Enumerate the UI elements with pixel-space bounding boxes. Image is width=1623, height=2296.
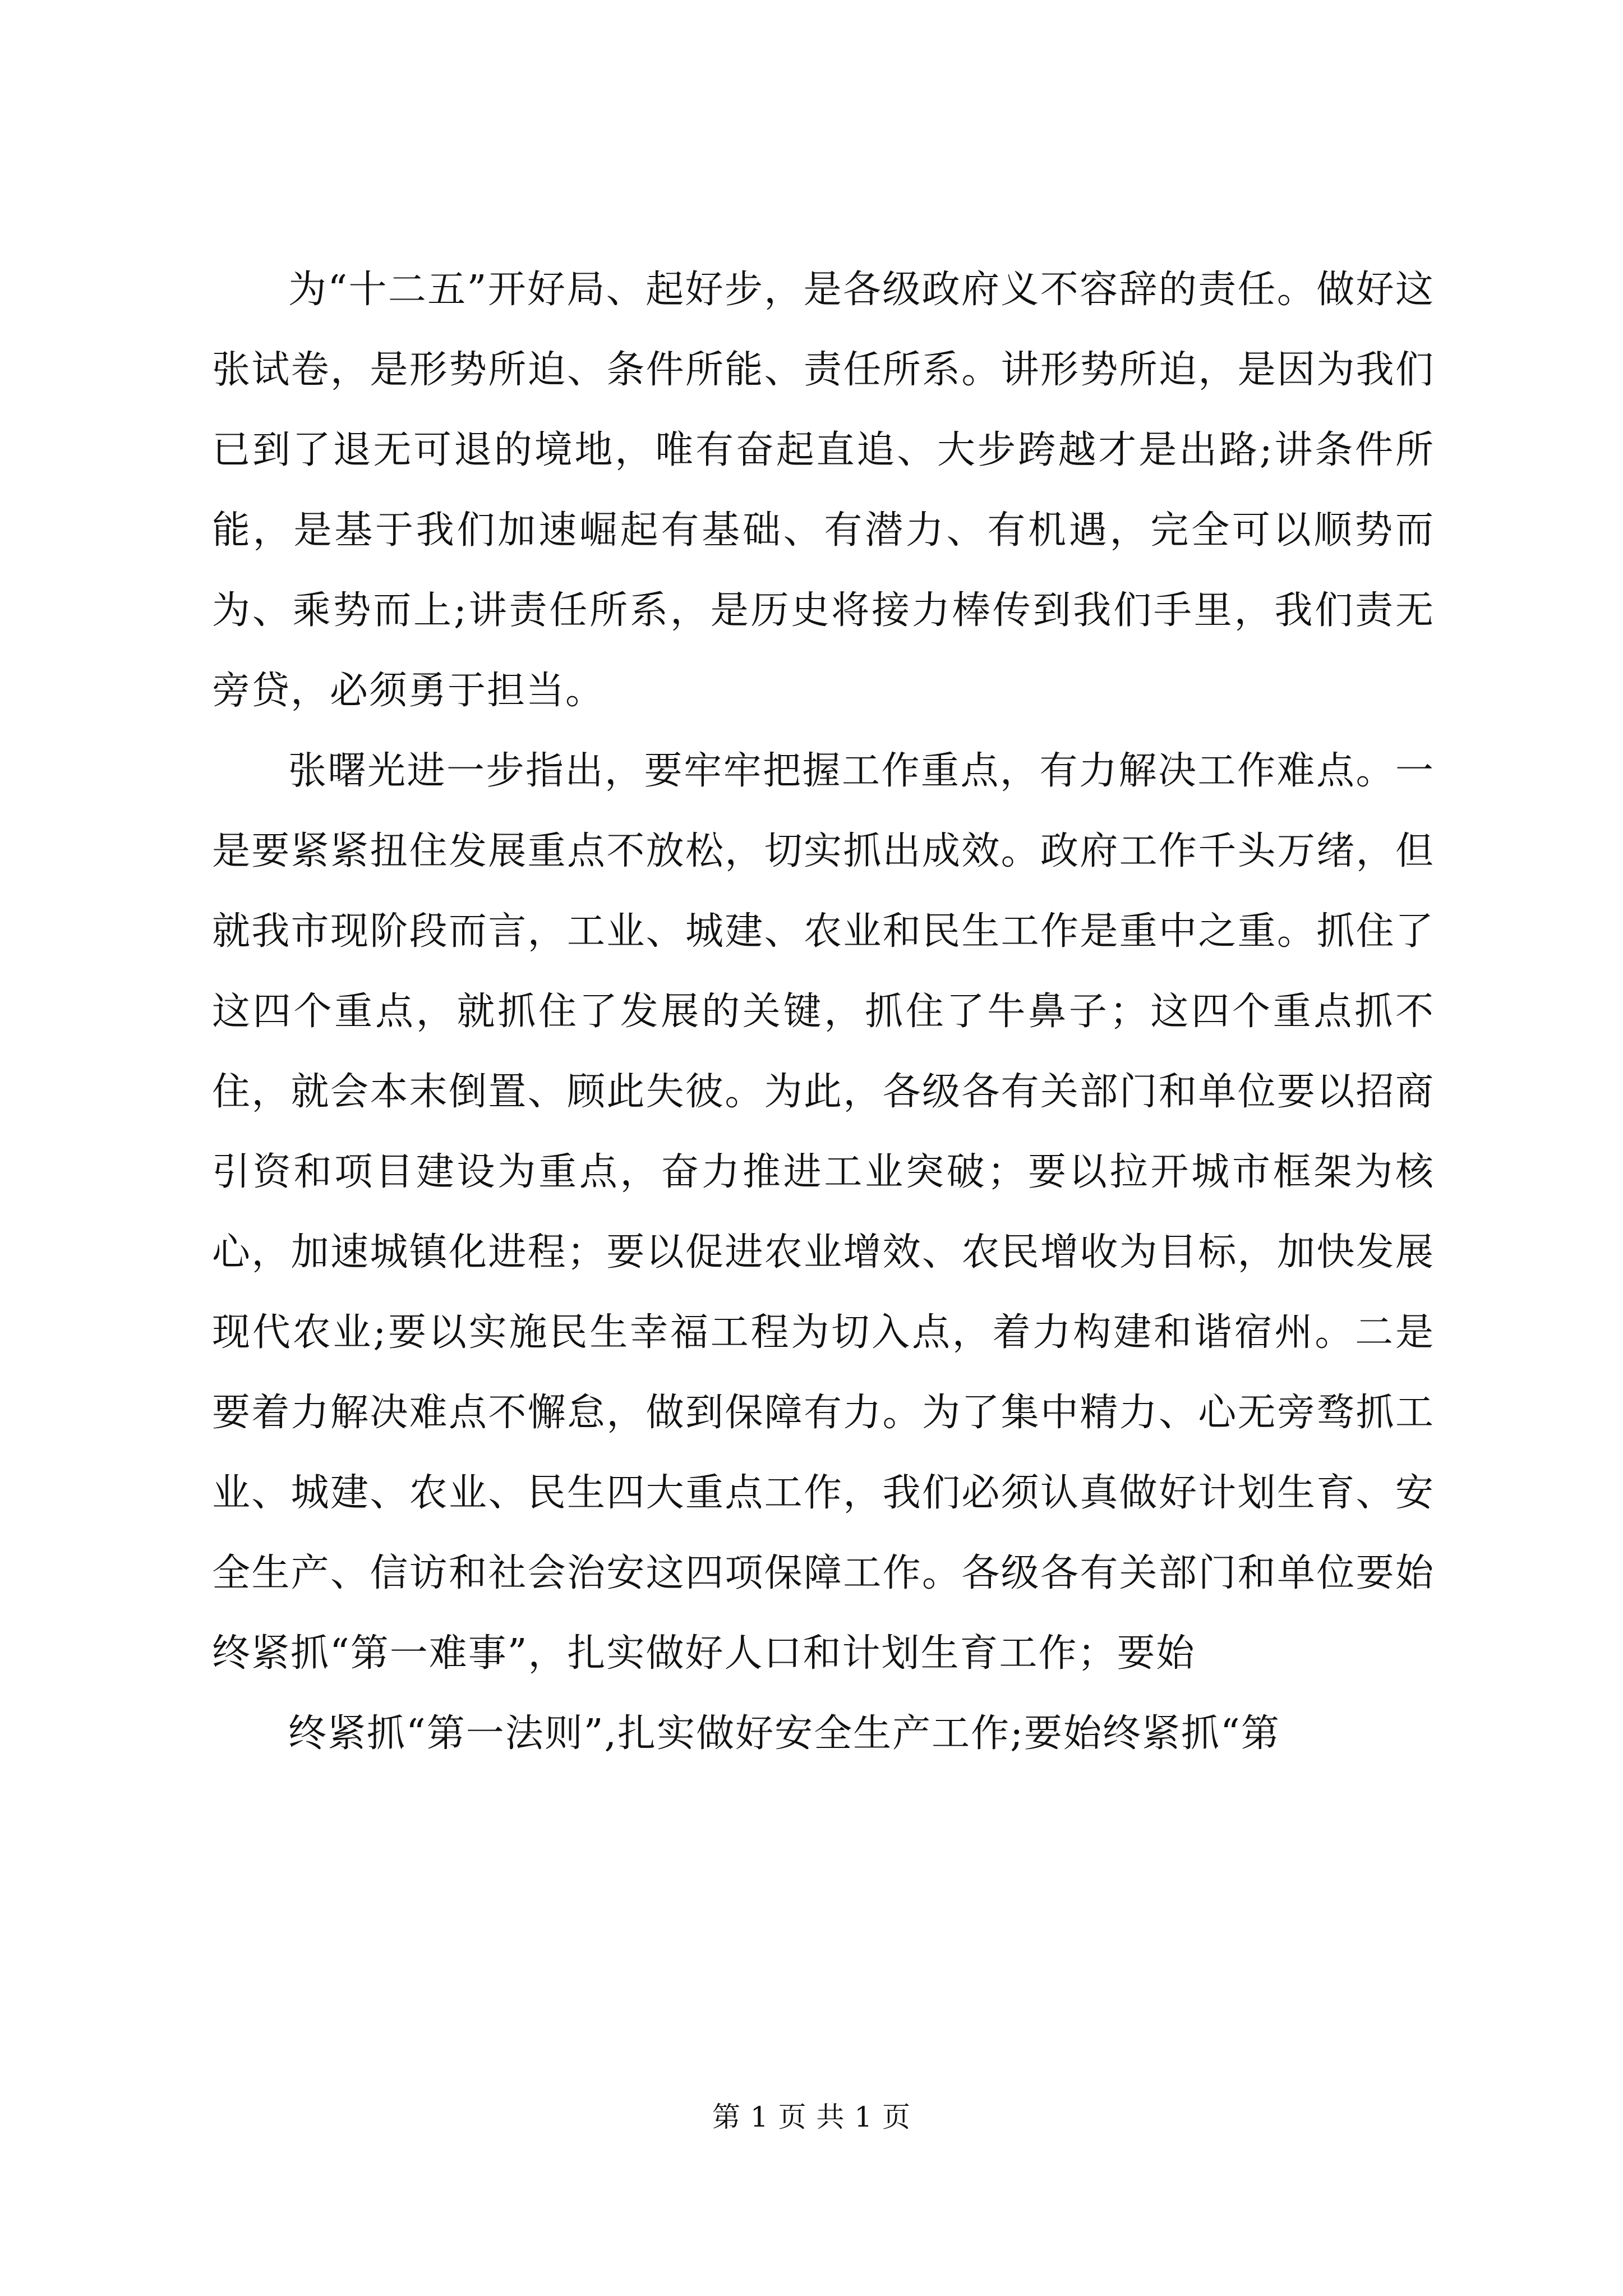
page-number-footer: 第 1 页 共 1 页	[712, 2101, 911, 2133]
paragraph-3: 终紧抓“第一法则”,扎实做好安全生产工作;要始终紧抓“第	[288, 1711, 1280, 1756]
paragraph-2: 张曙光进一步指出，要牢牢把握工作重点，有力解决工作难点。一是要紧紧扭住发展重点不放松，切实抓出成效。政府工作千头万绪，但就我市现阶段而言，工业、城建、农业和民生工作是重中之重。抓住了这四个重点，就抓住了发展的关键，抓住了牛鼻子；这四个重点抓不住，就会本末倒置、顾此失彼。为此，各级各有关部门和单位要以招商引资和项目建设为重点，奋力推进工业突破；要以拉开城市框架为核心，加速城镇化进程；要以促进农业增效、农民增收为目标，加快发展现代农业;要以实施民生幸福工程为切入点，着力构建和谐宿州。二是要着力解决难点不懈怠，做到保障有力。为了集中精力、心无旁骛抓工业、城建、农业、民生四大重点工作，我们必须认真做好计划生育、安全生产、信访和社会治安这四项保障工作。各级各有关部门和单位要始终紧抓“第一难事”，扎实做好人口和计划生育工作；要始	[212, 749, 1435, 1676]
paragraph-1: 为“十二五”开好局、起好步，是各级政府义不容辞的责任。做好这张试卷，是形势所迫、条件所能、责任所系。讲形势所迫，是因为我们已到了退无可退的境地，唯有奋起直追、大步跨越才是出路;讲条件所能，是基于我们加速崛起有基础、有潜力、有机遇，完全可以顺势而为、乘势而上;讲责任所系，是历史将接力棒传到我们手里，我们责无旁贷，必须勇于担当。	[212, 268, 1435, 713]
document-body	[212, 250, 1435, 1774]
